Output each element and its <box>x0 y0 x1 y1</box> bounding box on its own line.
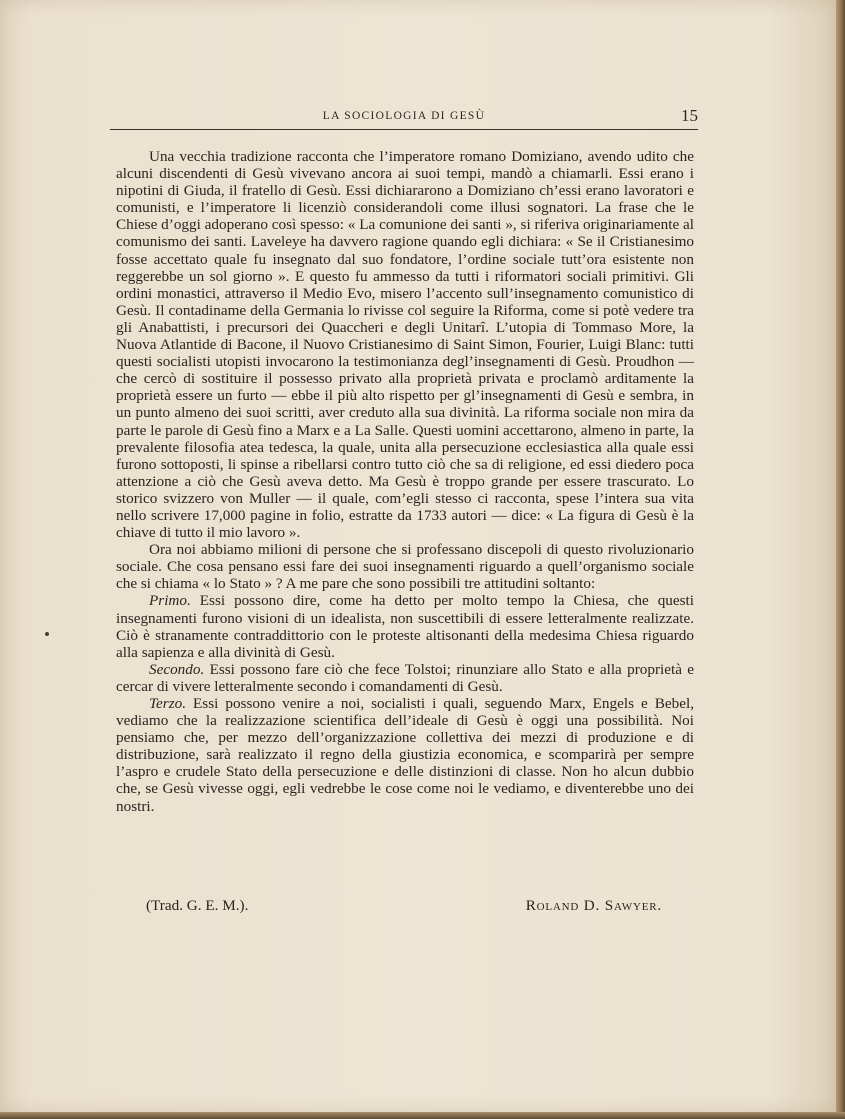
translator-credit: (Trad. G. E. M.). <box>146 897 249 914</box>
article-body <box>116 148 694 815</box>
paragraph-first-attitude <box>116 592 694 660</box>
paragraph-text: Essi possono fare ciò che fece Tolstoi; rinunziare allo Stato e alla proprietà e cercar di vivere letteralmente secondo i comandamenti di Gesù. <box>116 660 694 695</box>
point-label: Primo. <box>149 592 191 610</box>
paragraph-tradition <box>116 148 694 541</box>
page-number: 15 <box>681 106 698 125</box>
author-name: Roland D. Sawyer. <box>525 897 662 914</box>
point-label: Terzo. <box>149 695 187 712</box>
paragraph-second-attitude <box>116 661 694 695</box>
page-edge <box>836 0 845 1119</box>
point-label: Secondo. <box>149 660 205 678</box>
paragraph-text: Essi possono venire a noi, socialisti i quali, seguendo Marx, Engels e Bebel, vediamo che la realizzazione scientifica dell’ideale di Gesù è oggi una possibilità. Noi pensiamo che, per mezzo dell’organizzazione collettiva dei mezzi di produzione e di distribuzione, sarà realizzato il regno della giustizia economica, e scomparirà per sempre l’aspro e crudele Stato della persecuzione e delle distinzioni di classe. Non ho alcun dubbio che, se Gesù vivesse oggi, egli vedrebbe le cose come noi le vediamo, e diventerebbe uno dei nostri. <box>116 695 694 815</box>
page-bottom-edge <box>0 1112 845 1119</box>
paragraph-third-attitude <box>116 695 694 815</box>
running-head <box>110 108 698 128</box>
paragraph-text: Una vecchia tradizione racconta che l’imperatore romano Domiziano, avendo udito che alcuni discendenti di Gesù vivevano ancora ai suoi tempi, mandò a chiamarli. Essi erano i nipotini di Giuda, il fratello di Gesù. Essi dichiararono a Domiziano ch’essi erano lavoratori e comunisti, e l’imperatore li licenziò considerandoli come illusi sognatori. La frase che le Chiese d’oggi adoperano così spesso: « La comunione dei santi », si riferiva originariamente al comunismo dei santi. Laveleye ha davvero ragione quando egli dichiara: « Se il Cristianesimo fosse accettato quale fu insegnato dal suo fondatore, l’ordine sociale tutt’ora esistente non reggerebbe un sol giorno ». E questo fu ammesso da tutti i riformatori sociali primitivi. Gli ordini monastici, attraverso il Medio Evo, misero l’accento sull’insegnamento comunistico di Gesù. Il contadiname della Germania lo rivisse col seguire la Riforma, come si potè vedere tra gli Anabattisti, i precursori dei Quaccheri e degli Unitarî. L’utopia di Tommaso More, la Nuova Atlantide di Bacone, il Nuovo Cristianesimo di Saint Simon, Fourier, Luigi Blanc: tutti questi socialisti utopisti invocarono la testimonianza degl’insegnamenti di Gesù. Proudhon — che cercò di sostituire il possesso privato alla proprietà privata e proclamò arditamente la proprietà essere un furto — ebbe il più alto rispetto per gl’insegnamenti di Gesù e sembra, in un punto almeno dei suoi scritti, aver creduto alla sua divinità. La riforma sociale non mira da parte le parole di Gesù fino a Marx e a La Salle. Questi uomini accettarono, almeno in parte, la prevalente filosofia atea tedesca, la quale, unita alla persecuzione ecclesiastica alla quale essi furono sottoposti, li spinse a ribellarsi contro tutto ciò che sa di religione, ed essi diedero poca attenzione a ciò che Gesù aveva detto. Ma Gesù è troppo grande per essere trascurato. Lo storico svizzero von Muller — il quale, com’egli stesso ci racconta, spese l’intera sua vita nello scrivere 17,000 pagine in folio, estratte da 1733 autori — dice: « La figura di Gesù è la chiave di tutto il mio lavoro ». <box>116 148 694 542</box>
ink-speck <box>45 632 49 636</box>
paragraph-disciples <box>116 541 694 592</box>
paragraph-text: Essi possono dire, come ha detto per molto tempo la Chiesa, che questi insegnamenti furono visioni di un idealista, non suscettibili di essere letteralmente realizzate. Ciò è stranamente contraddittorio con le proteste altisonanti della medesima Chiesa riguardo alla sapienza e alla divinità di Gesù. <box>116 592 694 661</box>
running-title: LA SOCIOLOGIA DI GESÙ <box>322 110 486 122</box>
paragraph-text: Ora noi abbiamo milioni di persone che si professano discepoli di questo rivoluzionario sociale. Che cosa pensano essi fare dei suoi insegnamenti riguardo a quell’organismo sociale che si chiama « lo Stato » ? A me pare che sono possibili tre attitudini soltanto: <box>116 541 694 593</box>
header-rule <box>110 129 698 130</box>
signature-line <box>146 897 662 917</box>
